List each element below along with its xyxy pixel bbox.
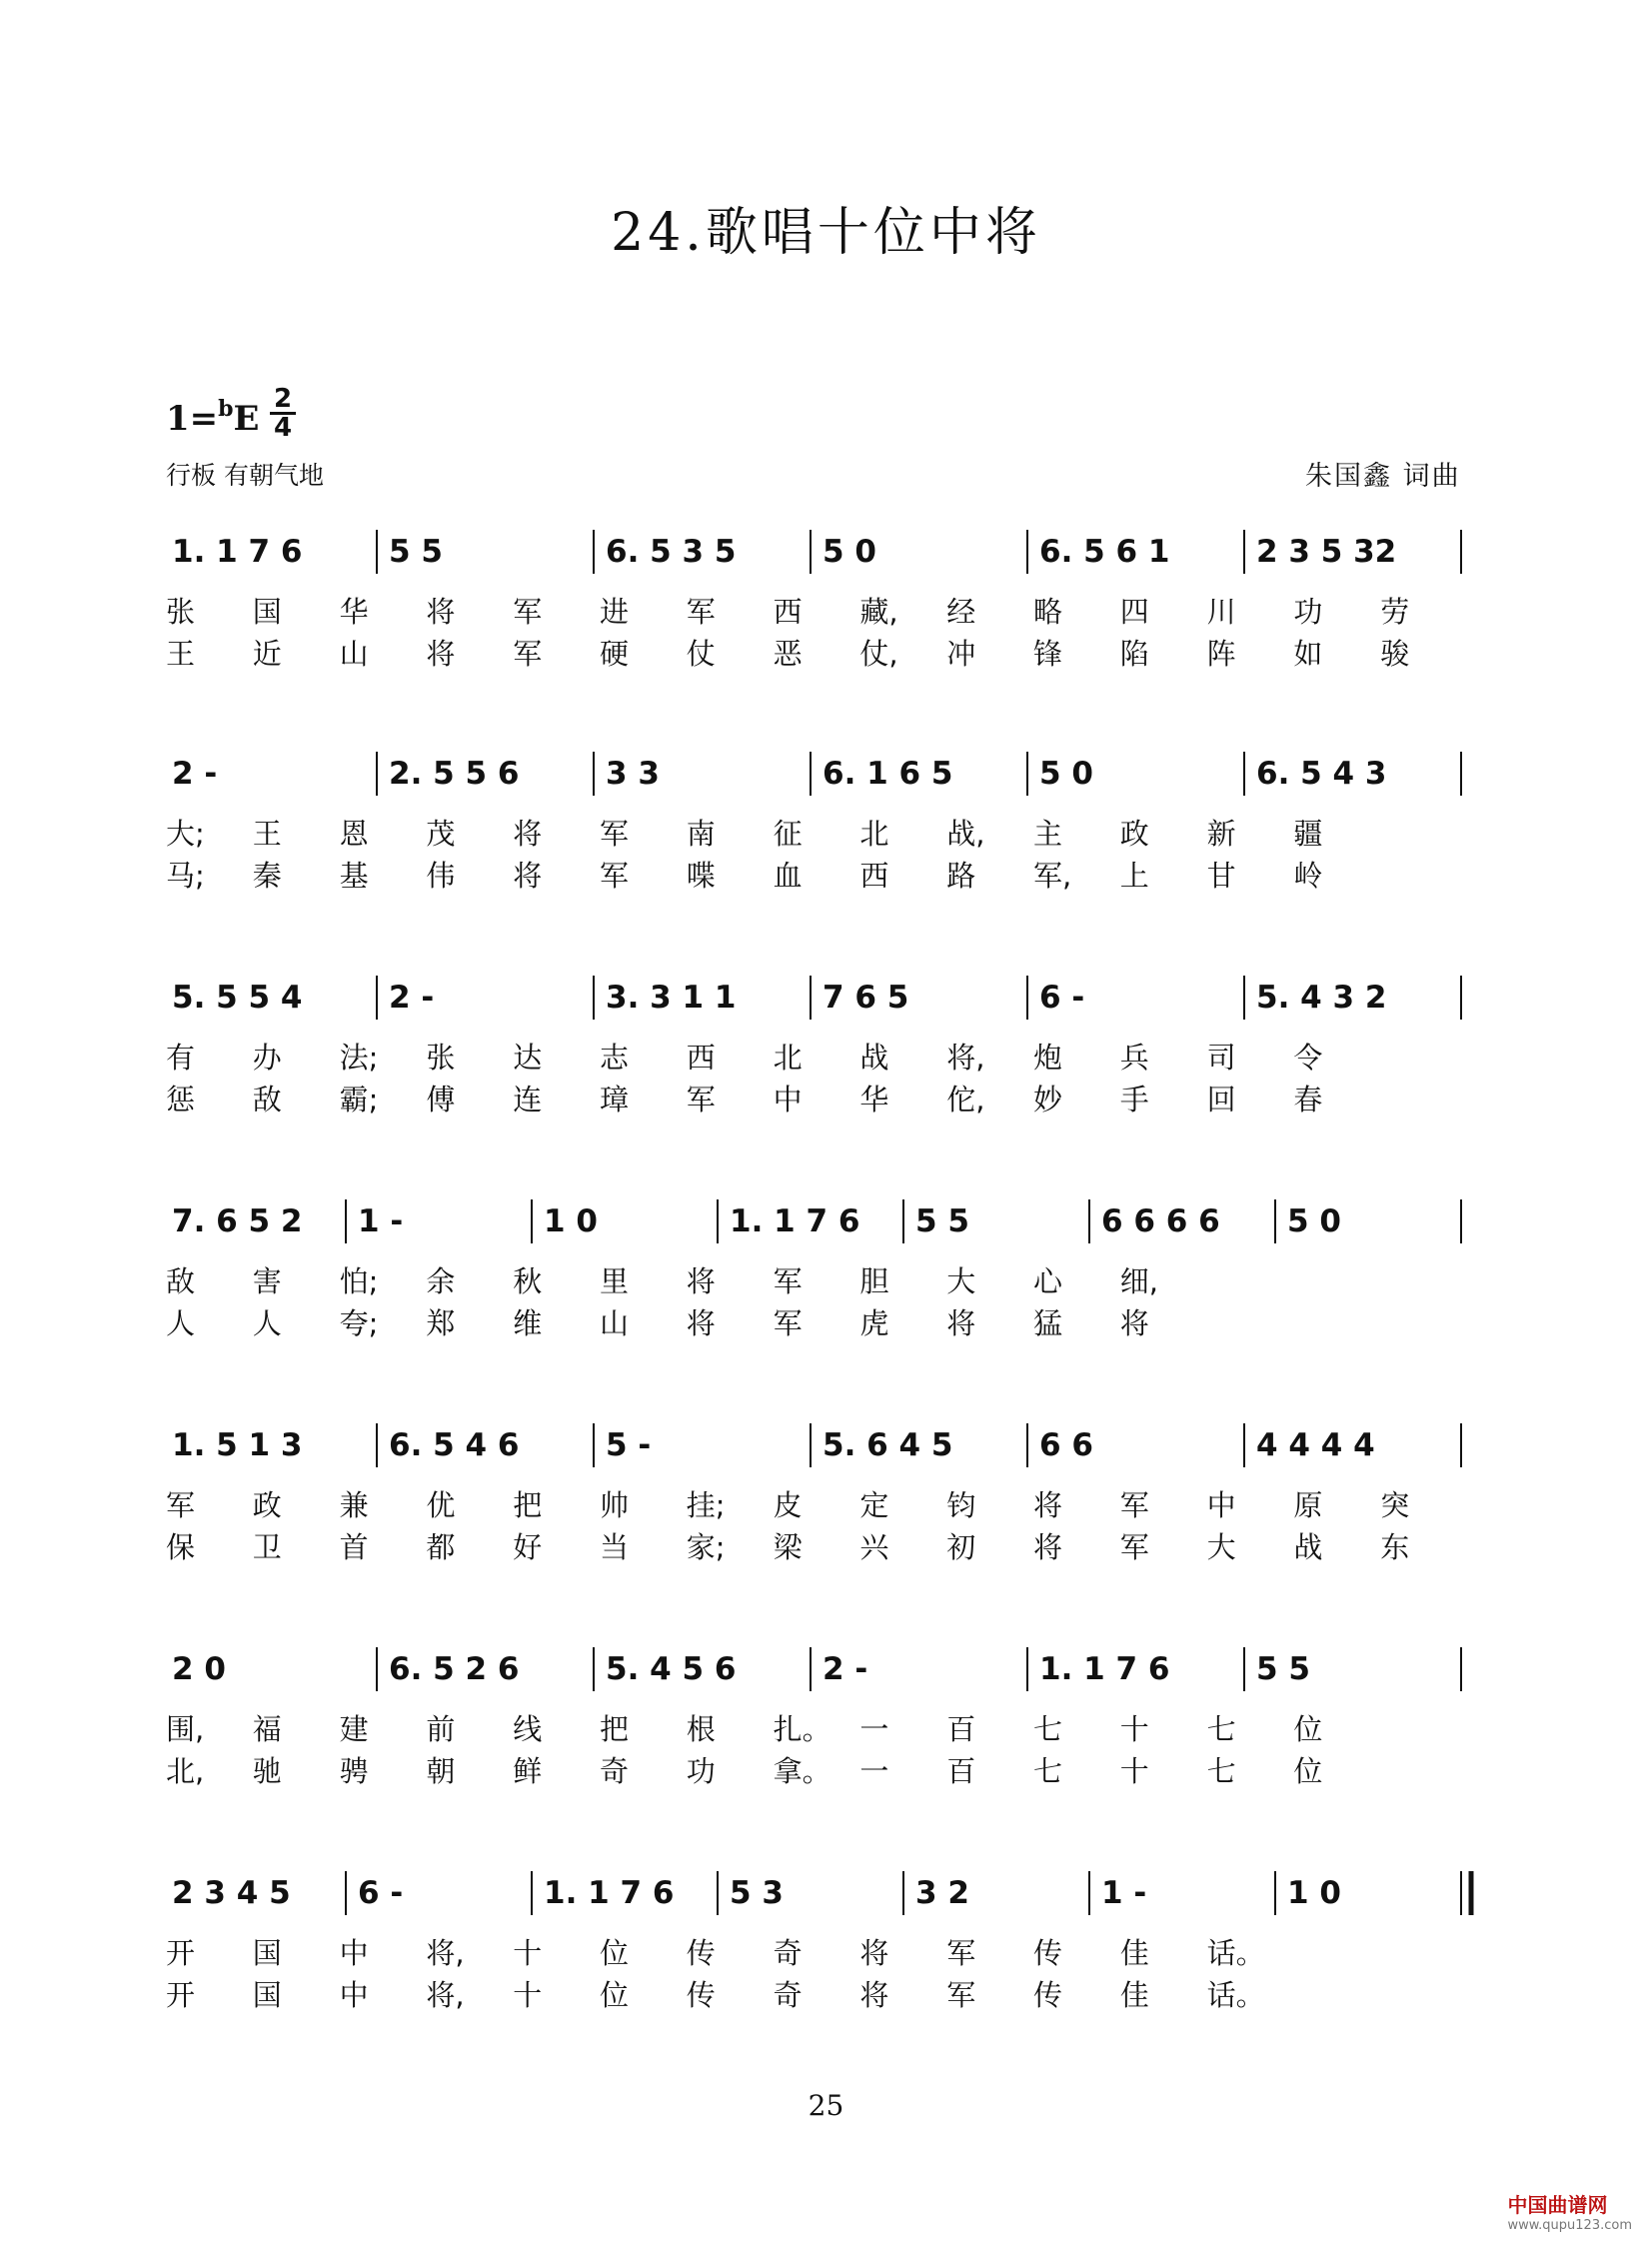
- lyric-char: 进: [600, 595, 630, 629]
- lyric-char: 里: [600, 1264, 630, 1298]
- measure-notes: 1. 1 7 6: [172, 534, 303, 570]
- lyric-char: 恩: [339, 817, 369, 851]
- lyric-char: 秦: [252, 859, 282, 893]
- lyric-char: 初: [946, 1530, 976, 1564]
- lyric-char: 军: [773, 1306, 803, 1340]
- measure-notes: 6. 5 4 3: [1256, 756, 1387, 792]
- measure-notes: 5 5: [1256, 1651, 1310, 1687]
- lyric-char: 将: [686, 1264, 716, 1298]
- measure-notes: 1. 1 7 6: [1039, 1651, 1170, 1687]
- lyric-char: 都: [426, 1530, 456, 1564]
- measure-notes: 5 3: [730, 1875, 784, 1911]
- lyric-char: 位: [600, 1978, 630, 2012]
- lyric-char: 马;: [166, 859, 205, 893]
- lyric-char: 军: [946, 1936, 976, 1970]
- lyric-char: 传: [686, 1936, 716, 1970]
- lyric-char: 七: [1033, 1754, 1063, 1788]
- measure-notes: 6 6: [1039, 1427, 1093, 1463]
- lyric-char: 南: [686, 817, 716, 851]
- lyric-char: 前: [426, 1712, 456, 1746]
- lyric-char: 主: [1033, 817, 1063, 851]
- lyric-char: 仗,: [859, 637, 898, 671]
- lyric-char: 战: [1293, 1530, 1323, 1564]
- lyric-char: 北,: [166, 1754, 205, 1788]
- lyric-char: 大;: [166, 817, 205, 851]
- lyric-char: 位: [600, 1936, 630, 1970]
- lyric-char: 陷: [1119, 637, 1149, 671]
- lyric-char: 军: [1119, 1530, 1149, 1564]
- lyric-char: 军,: [1033, 859, 1072, 893]
- measure-notes: 7 6 5: [823, 980, 909, 1016]
- lyric-char: 夸;: [339, 1306, 379, 1340]
- lyric-char: 征: [773, 817, 803, 851]
- lyric-char: 帅: [600, 1488, 630, 1522]
- lyric-char: 上: [1119, 859, 1149, 893]
- lyric-char: 连: [513, 1083, 543, 1117]
- lyric-char: 兵: [1119, 1041, 1149, 1075]
- watermark-brand: 中国曲谱网: [1507, 2193, 1608, 2217]
- lyric-char: 大: [1206, 1530, 1236, 1564]
- lyric-char: 驰: [252, 1754, 282, 1788]
- lyric-char: 奇: [773, 1978, 803, 2012]
- lyric-char: 硬: [600, 637, 630, 671]
- measure-notes: 5. 5 5 4: [172, 980, 303, 1016]
- lyric-char: 如: [1293, 637, 1323, 671]
- measure-notes: 1. 5 1 3: [172, 1427, 303, 1463]
- lyric-char: 把: [600, 1712, 630, 1746]
- measure-notes: 1 -: [1101, 1875, 1147, 1911]
- lyric-char: 霸;: [339, 1083, 379, 1117]
- lyric-char: 兴: [859, 1530, 889, 1564]
- meter-top: 2: [270, 386, 296, 415]
- lyric-char: 国: [252, 1978, 282, 2012]
- time-signature: [270, 386, 296, 441]
- lyric-char: 岭: [1293, 859, 1323, 893]
- measure-notes: 6. 5 4 6: [389, 1427, 520, 1463]
- lyric-char: 阵: [1206, 637, 1236, 671]
- lyric-char: 将: [513, 817, 543, 851]
- lyric-char: 将,: [946, 1041, 985, 1075]
- measure-notes: 6. 1 6 5: [823, 756, 953, 792]
- lyric-char: 怕;: [339, 1264, 379, 1298]
- lyric-char: 王: [252, 817, 282, 851]
- lyric-char: 政: [1119, 817, 1149, 851]
- lyric-char: 家;: [686, 1530, 726, 1564]
- lyric-char: 军: [1119, 1488, 1149, 1522]
- lyric-char: 手: [1119, 1083, 1149, 1117]
- measure-notes: 3 3: [606, 756, 660, 792]
- lyric-char: 将: [1033, 1488, 1063, 1522]
- lyric-char: 七: [1033, 1712, 1063, 1746]
- measure-notes: 1 0: [544, 1203, 598, 1239]
- lyric-char: 把: [513, 1488, 543, 1522]
- lyric-char: 将: [426, 595, 456, 629]
- lyric-char: 维: [513, 1306, 543, 1340]
- measure-notes: 5 0: [1039, 756, 1093, 792]
- lyric-char: 梁: [773, 1530, 803, 1564]
- lyric-char: 害: [252, 1264, 282, 1298]
- lyric-char: 张: [426, 1041, 456, 1075]
- lyric-char: 川: [1206, 595, 1236, 629]
- lyric-char: 中: [339, 1936, 369, 1970]
- lyric-char: 将: [686, 1306, 716, 1340]
- measure-notes: 5 0: [823, 534, 876, 570]
- lyric-char: 劳: [1380, 595, 1410, 629]
- measure-notes: 6. 5 2 6: [389, 1651, 520, 1687]
- lyric-char: 线: [513, 1712, 543, 1746]
- lyric-char: 骏: [1380, 637, 1410, 671]
- lyric-char: 华: [339, 595, 369, 629]
- lyric-char: 佗,: [946, 1083, 985, 1117]
- lyric-char: 西: [859, 859, 889, 893]
- lyric-char: 十: [513, 1936, 543, 1970]
- lyric-char: 奇: [773, 1936, 803, 1970]
- lyric-char: 将,: [426, 1978, 465, 2012]
- lyric-char: 鲜: [513, 1754, 543, 1788]
- lyric-char: 位: [1293, 1754, 1323, 1788]
- measure-notes: 1 -: [358, 1203, 404, 1239]
- lyric-char: 西: [773, 595, 803, 629]
- measure-notes: 2 3 5 32: [1256, 534, 1397, 570]
- lyric-char: 惩: [166, 1083, 196, 1117]
- lyric-char: 军: [686, 1083, 716, 1117]
- lyric-char: 血: [773, 859, 803, 893]
- lyric-char: 军: [513, 637, 543, 671]
- lyric-char: 藏,: [859, 595, 898, 629]
- lyric-char: 百: [946, 1754, 976, 1788]
- watermark-url: www.qupu123.com: [1507, 2218, 1632, 2233]
- lyric-char: 皮: [773, 1488, 803, 1522]
- measure-notes: 5 -: [606, 1427, 652, 1463]
- measure-notes: 5. 4 3 2: [1256, 980, 1387, 1016]
- lyric-char: 军: [773, 1264, 803, 1298]
- watermark-logo: [1507, 2189, 1632, 2233]
- lyric-char: 妙: [1033, 1083, 1063, 1117]
- lyric-char: 中: [1206, 1488, 1236, 1522]
- lyric-char: 茂: [426, 817, 456, 851]
- lyric-char: 首: [339, 1530, 369, 1564]
- lyric-char: 功: [1293, 595, 1323, 629]
- lyric-char: 将: [426, 637, 456, 671]
- lyric-char: 将: [1033, 1530, 1063, 1564]
- measure-notes: 2 -: [823, 1651, 868, 1687]
- lyric-char: 朝: [426, 1754, 456, 1788]
- lyric-char: 细,: [1119, 1264, 1159, 1298]
- lyric-char: 骋: [339, 1754, 369, 1788]
- lyric-char: 喋: [686, 859, 716, 893]
- measure-notes: 1 0: [1287, 1875, 1341, 1911]
- lyric-char: 敌: [166, 1264, 196, 1298]
- lyric-char: 疆: [1293, 817, 1323, 851]
- lyric-char: 猛: [1033, 1306, 1063, 1340]
- measure-notes: 2 3 4 5: [172, 1875, 291, 1911]
- measure-notes: 5. 4 5 6: [606, 1651, 737, 1687]
- lyric-char: 虎: [859, 1306, 889, 1340]
- lyric-char: 恶: [773, 637, 803, 671]
- measure-notes: 2 -: [389, 980, 435, 1016]
- key-flat: b: [218, 396, 234, 422]
- measure-notes: 2 -: [172, 756, 218, 792]
- lyric-char: 敌: [252, 1083, 282, 1117]
- measure-notes: 6. 5 3 5: [606, 534, 737, 570]
- measure-notes: 4 4 4 4: [1256, 1427, 1375, 1463]
- lyric-char: 中: [339, 1978, 369, 2012]
- lyric-char: 功: [686, 1754, 716, 1788]
- lyric-char: 心: [1033, 1264, 1063, 1298]
- lyric-char: 优: [426, 1488, 456, 1522]
- lyric-char: 围,: [166, 1712, 205, 1746]
- lyric-char: 七: [1206, 1712, 1236, 1746]
- composer-credit: 朱国鑫 词曲: [1305, 461, 1461, 492]
- lyric-char: 开: [166, 1978, 196, 2012]
- lyric-char: 炮: [1033, 1041, 1063, 1075]
- key-prefix: 1=: [166, 399, 219, 439]
- lyric-char: 将: [946, 1306, 976, 1340]
- lyric-char: 十: [1119, 1754, 1149, 1788]
- lyric-char: 佳: [1119, 1978, 1149, 2012]
- measure-notes: 5 5: [389, 534, 443, 570]
- lyric-char: 国: [252, 1936, 282, 1970]
- measure-notes: 3. 3 1 1: [606, 980, 737, 1016]
- lyric-char: 西: [686, 1041, 716, 1075]
- lyric-char: 略: [1033, 595, 1063, 629]
- lyric-char: 北: [773, 1041, 803, 1075]
- measure-notes: 6 6 6 6: [1101, 1203, 1220, 1239]
- lyric-char: 位: [1293, 1712, 1323, 1746]
- lyric-char: 大: [946, 1264, 976, 1298]
- measure-notes: 7. 6 5 2: [172, 1203, 303, 1239]
- lyric-char: 将,: [426, 1936, 465, 1970]
- lyric-char: 政: [252, 1488, 282, 1522]
- lyric-char: 一: [859, 1754, 889, 1788]
- lyric-char: 战: [859, 1041, 889, 1075]
- lyric-char: 锋: [1033, 637, 1063, 671]
- lyric-char: 中: [773, 1083, 803, 1117]
- lyric-char: 新: [1206, 817, 1236, 851]
- lyric-char: 张: [166, 595, 196, 629]
- lyric-char: 法;: [339, 1041, 379, 1075]
- lyric-char: 基: [339, 859, 369, 893]
- page-number: 25: [808, 2089, 844, 2122]
- lyric-char: 好: [513, 1530, 543, 1564]
- lyric-char: 当: [600, 1530, 630, 1564]
- lyric-char: 话。: [1206, 1978, 1265, 2012]
- lyric-char: 仗: [686, 637, 716, 671]
- lyric-char: 根: [686, 1712, 716, 1746]
- lyric-char: 十: [1119, 1712, 1149, 1746]
- lyric-char: 保: [166, 1530, 196, 1564]
- lyric-char: 胆: [859, 1264, 889, 1298]
- lyric-char: 将: [859, 1936, 889, 1970]
- lyric-char: 福: [252, 1712, 282, 1746]
- lyric-char: 传: [1033, 1978, 1063, 2012]
- lyric-char: 将: [859, 1978, 889, 2012]
- measure-notes: 1. 1 7 6: [544, 1875, 675, 1911]
- measure-notes: 2 0: [172, 1651, 226, 1687]
- lyric-char: 传: [686, 1978, 716, 2012]
- lyric-char: 人: [252, 1306, 282, 1340]
- lyric-char: 百: [946, 1712, 976, 1746]
- lyric-char: 军: [600, 859, 630, 893]
- lyric-char: 军: [946, 1978, 976, 2012]
- measure-notes: 5 0: [1287, 1203, 1341, 1239]
- lyric-char: 传: [1033, 1936, 1063, 1970]
- lyric-char: 冲: [946, 637, 976, 671]
- lyric-char: 北: [859, 817, 889, 851]
- lyric-char: 钧: [946, 1488, 976, 1522]
- lyric-char: 卫: [252, 1530, 282, 1564]
- lyric-char: 挂;: [686, 1488, 726, 1522]
- lyric-char: 达: [513, 1041, 543, 1075]
- lyric-char: 一: [859, 1712, 889, 1746]
- lyric-char: 志: [600, 1041, 630, 1075]
- lyric-char: 华: [859, 1083, 889, 1117]
- lyric-char: 奇: [600, 1754, 630, 1788]
- lyric-char: 军: [686, 595, 716, 629]
- lyric-char: 战,: [946, 817, 985, 851]
- measure-notes: 6. 5 6 1: [1039, 534, 1170, 570]
- lyric-char: 璋: [600, 1083, 630, 1117]
- lyric-char: 扎。: [773, 1712, 831, 1746]
- lyric-char: 东: [1380, 1530, 1410, 1564]
- lyric-char: 甘: [1206, 859, 1236, 893]
- lyric-char: 原: [1293, 1488, 1323, 1522]
- measure-notes: 5. 6 4 5: [823, 1427, 953, 1463]
- lyric-char: 回: [1206, 1083, 1236, 1117]
- lyric-char: 国: [252, 595, 282, 629]
- lyric-char: 经: [946, 595, 976, 629]
- meter-bottom: 4: [273, 413, 293, 443]
- lyric-char: 办: [252, 1041, 282, 1075]
- measure-notes: 6 -: [1039, 980, 1085, 1016]
- lyric-char: 兼: [339, 1488, 369, 1522]
- lyric-char: 军: [513, 595, 543, 629]
- lyric-char: 令: [1293, 1041, 1323, 1075]
- lyric-char: 七: [1206, 1754, 1236, 1788]
- lyric-char: 建: [339, 1712, 369, 1746]
- measure-notes: 5 5: [915, 1203, 969, 1239]
- measure-notes: 3 2: [915, 1875, 969, 1911]
- lyric-char: 将: [1119, 1306, 1149, 1340]
- lyric-char: 山: [339, 637, 369, 671]
- lyric-char: 山: [600, 1306, 630, 1340]
- tempo-marking: 行板 有朝气地: [166, 461, 324, 490]
- lyric-char: 春: [1293, 1083, 1323, 1117]
- lyric-char: 秋: [513, 1264, 543, 1298]
- lyric-char: 傅: [426, 1083, 456, 1117]
- lyric-char: 将: [513, 859, 543, 893]
- lyric-char: 余: [426, 1264, 456, 1298]
- lyric-char: 定: [859, 1488, 889, 1522]
- lyric-char: 司: [1206, 1041, 1236, 1075]
- measure-notes: 6 -: [358, 1875, 404, 1911]
- lyric-char: 有: [166, 1041, 196, 1075]
- lyric-char: 郑: [426, 1306, 456, 1340]
- lyric-char: 突: [1380, 1488, 1410, 1522]
- measure-notes: 1. 1 7 6: [730, 1203, 860, 1239]
- key-note: E: [233, 399, 260, 439]
- lyric-char: 路: [946, 859, 976, 893]
- lyric-char: 十: [513, 1978, 543, 2012]
- measure-notes: 2. 5 5 6: [389, 756, 520, 792]
- lyric-char: 话。: [1206, 1936, 1265, 1970]
- lyric-char: 人: [166, 1306, 196, 1340]
- lyric-char: 佳: [1119, 1936, 1149, 1970]
- lyric-char: 王: [166, 637, 196, 671]
- lyric-char: 拿。: [773, 1754, 831, 1788]
- lyric-char: 四: [1119, 595, 1149, 629]
- lyric-char: 近: [252, 637, 282, 671]
- lyric-char: 军: [600, 817, 630, 851]
- lyric-char: 伟: [426, 859, 456, 893]
- lyric-char: 开: [166, 1936, 196, 1970]
- song-title: 24.歌唱十位中将: [611, 203, 1041, 263]
- lyric-char: 军: [166, 1488, 196, 1522]
- key-signature: [166, 396, 259, 439]
